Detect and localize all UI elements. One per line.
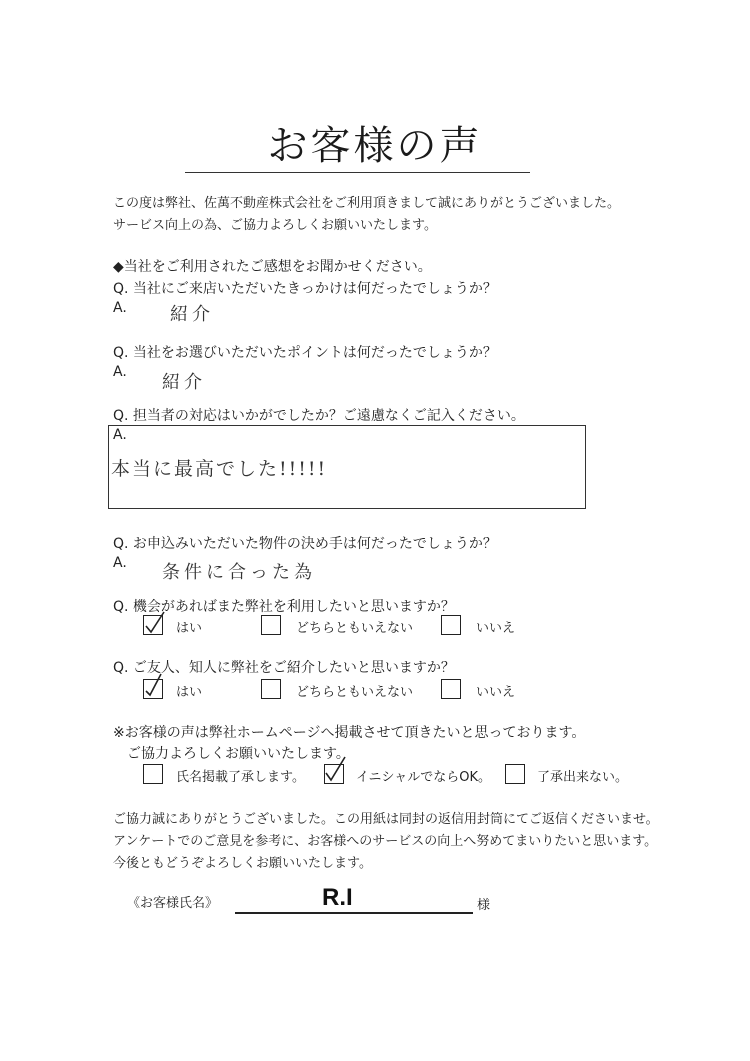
q6-no-checkbox[interactable]: [441, 679, 461, 699]
answer-label-3: A.: [113, 427, 127, 443]
title-underline: [185, 172, 530, 173]
publish-initials-checkbox[interactable]: [324, 764, 344, 784]
checkmark-icon: [142, 610, 166, 636]
answer-4: 条件に合った為: [162, 562, 316, 583]
q6-no-label: いいえ: [476, 685, 516, 700]
intro-line-2: サービス向上の為、ご協力よろしくお願いいたします。: [113, 218, 437, 233]
question-2: Q. 当社をお選びいただいたポイントは何だったでしょうか？: [113, 345, 497, 361]
q5-no-label: いいえ: [476, 621, 516, 636]
question-1: Q. 当社にご来店いただいたきっかけは何だったでしょうか？: [113, 281, 497, 297]
answer-label-2: A.: [113, 364, 127, 380]
publish-name-label: 氏名掲載了承します。: [176, 770, 305, 785]
intro-line-1: この度は弊社、佐萬不動産株式会社をご利用頂きまして誠にありがとうございました。: [113, 196, 621, 211]
section-heading: ◆当社をご利用されたご感想をお聞かせください。: [113, 259, 432, 275]
answer-box-3[interactable]: [108, 425, 586, 509]
answer-3: 本当に最高でした!!!!!: [111, 458, 328, 480]
publish-decline-label: 了承出来ない。: [537, 770, 629, 785]
signature-label: 《お客様氏名》: [127, 896, 219, 911]
page-title: お客様の声: [267, 123, 483, 169]
signature-suffix: 様: [477, 898, 491, 913]
publish-note-1: ※お客様の声は弊社ホームページへ掲載させて頂きたいと思っております。: [113, 725, 586, 741]
q5-neutral-label: どちらともいえない: [296, 621, 414, 636]
publish-name-checkbox[interactable]: [143, 764, 163, 784]
q5-neutral-checkbox[interactable]: [261, 615, 281, 635]
checkmark-icon: [142, 674, 166, 700]
publish-note-2: ご協力よろしくお願いいたします。: [127, 746, 350, 762]
q6-neutral-label: どちらともいえない: [296, 685, 414, 700]
answer-label-4: A.: [113, 555, 127, 571]
q6-yes-checkbox[interactable]: [143, 679, 163, 699]
question-6: Q. ご友人、知人に弊社をご紹介したいと思いますか？: [113, 660, 455, 676]
q5-yes-checkbox[interactable]: [143, 615, 163, 635]
checkmark-icon: [323, 759, 347, 785]
signature-line: [235, 912, 473, 914]
question-5: Q. 機会があればまた弊社を利用したいと思いますか？: [113, 599, 455, 615]
q6-neutral-checkbox[interactable]: [261, 679, 281, 699]
question-4: Q. お申込みいただいた物件の決め手は何だったでしょうか？: [113, 536, 497, 552]
answer-label-1: A.: [113, 300, 127, 316]
q5-no-checkbox[interactable]: [441, 615, 461, 635]
publish-initials-label: イニシャルでならOK。: [356, 770, 491, 785]
q6-yes-label: はい: [176, 685, 203, 700]
signature-name[interactable]: R.I: [322, 884, 353, 911]
closing-line-3: 今後ともどうぞよろしくお願いいたします。: [113, 856, 372, 871]
q5-yes-label: はい: [176, 621, 203, 636]
publish-decline-checkbox[interactable]: [505, 764, 525, 784]
closing-line-1: ご協力誠にありがとうございました。この用紙は同封の返信用封筒にてご返信くださいませ。: [113, 812, 659, 827]
question-3: Q. 担当者の対応はいかがでしたか？ご遠慮なくご記入ください。: [113, 408, 525, 424]
answer-1: 紹介: [170, 304, 214, 325]
answer-2: 紹介: [162, 372, 206, 393]
closing-line-2: アンケートでのご意見を参考に、お客様へのサービスの向上へ努めてまいりたいと思います。: [113, 834, 658, 849]
